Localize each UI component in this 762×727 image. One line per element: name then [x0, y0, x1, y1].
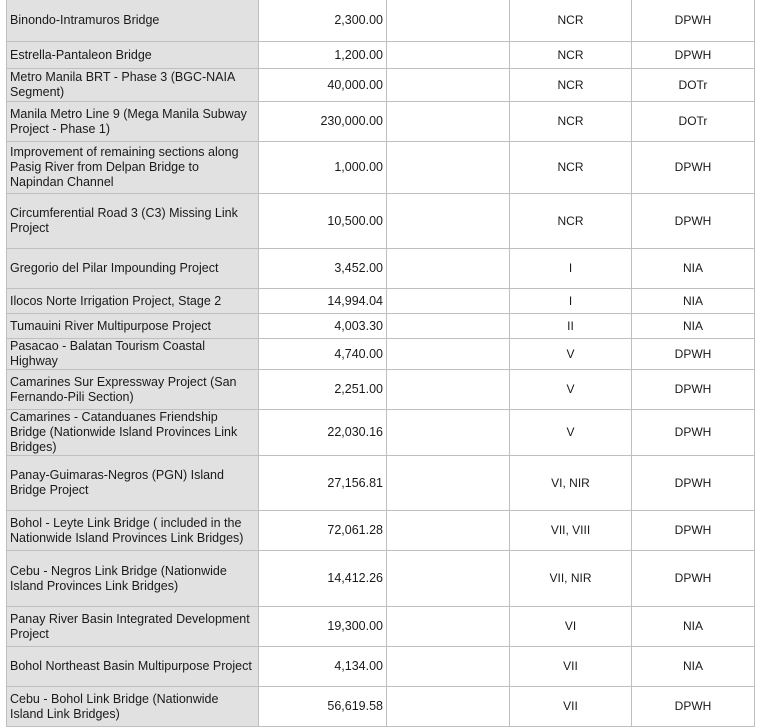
- table-row: [7, 142, 755, 194]
- blank-cell: [387, 314, 510, 339]
- table-row: [7, 69, 755, 102]
- project-agency: NIA: [632, 647, 755, 687]
- project-region: I: [510, 249, 632, 289]
- project-cost: 2,300.00: [259, 0, 387, 42]
- project-name: Tumauini River Multipurpose Project: [7, 314, 259, 339]
- table-row: [7, 511, 755, 551]
- project-cost: 14,412.26: [259, 551, 387, 607]
- project-cost: 10,500.00: [259, 194, 387, 249]
- project-name: Cebu - Bohol Link Bridge (Nationwide Island Link Bridges): [7, 687, 259, 727]
- blank-cell: [387, 42, 510, 69]
- project-agency: NIA: [632, 314, 755, 339]
- blank-cell: [387, 607, 510, 647]
- blank-cell: [387, 551, 510, 607]
- blank-cell: [387, 289, 510, 314]
- table-row: [7, 607, 755, 647]
- blank-cell: [387, 142, 510, 194]
- project-name: Improvement of remaining sections along Pasig River from Delpan Bridge to Napindan Channel: [7, 142, 259, 194]
- project-name: Ilocos Norte Irrigation Project, Stage 2: [7, 289, 259, 314]
- blank-cell: [387, 647, 510, 687]
- project-region: VII: [510, 647, 632, 687]
- project-region: NCR: [510, 69, 632, 102]
- project-name: Bohol - Leyte Link Bridge ( included in the Nationwide Island Provinces Link Bridges): [7, 511, 259, 551]
- project-cost: 1,000.00: [259, 142, 387, 194]
- table-row: [7, 314, 755, 339]
- project-cost: 56,619.58: [259, 687, 387, 727]
- blank-cell: [387, 370, 510, 410]
- project-region: V: [510, 410, 632, 456]
- table-row: [7, 42, 755, 69]
- project-region: VI, NIR: [510, 456, 632, 511]
- table-row: [7, 289, 755, 314]
- project-cost: 4,003.30: [259, 314, 387, 339]
- project-region: NCR: [510, 42, 632, 69]
- project-name: Metro Manila BRT - Phase 3 (BGC-NAIA Segment): [7, 69, 259, 102]
- project-agency: DPWH: [632, 142, 755, 194]
- project-name: Binondo-Intramuros Bridge: [7, 0, 259, 42]
- table-row: [7, 0, 755, 42]
- project-region: VII, NIR: [510, 551, 632, 607]
- table-row: [7, 102, 755, 142]
- project-region: NCR: [510, 0, 632, 42]
- project-name: Panay River Basin Integrated Development Project: [7, 607, 259, 647]
- project-cost: 230,000.00: [259, 102, 387, 142]
- project-cost: 4,740.00: [259, 339, 387, 370]
- project-name: Bohol Northeast Basin Multipurpose Project: [7, 647, 259, 687]
- blank-cell: [387, 194, 510, 249]
- project-region: V: [510, 339, 632, 370]
- blank-cell: [387, 249, 510, 289]
- blank-cell: [387, 456, 510, 511]
- project-name: Estrella-Pantaleon Bridge: [7, 42, 259, 69]
- table-row: [7, 249, 755, 289]
- table-row: [7, 456, 755, 511]
- project-region: VI: [510, 607, 632, 647]
- table-row: [7, 370, 755, 410]
- blank-cell: [387, 102, 510, 142]
- table-row: [7, 647, 755, 687]
- blank-cell: [387, 687, 510, 727]
- table-row: [7, 551, 755, 607]
- project-region: NCR: [510, 102, 632, 142]
- project-name: Manila Metro Line 9 (Mega Manila Subway Project - Phase 1): [7, 102, 259, 142]
- blank-cell: [387, 511, 510, 551]
- project-name: Camarines Sur Expressway Project (San Fernando-Pili Section): [7, 370, 259, 410]
- project-cost: 22,030.16: [259, 410, 387, 456]
- project-region: II: [510, 314, 632, 339]
- project-region: I: [510, 289, 632, 314]
- project-name: Cebu - Negros Link Bridge (Nationwide Island Provinces Link Bridges): [7, 551, 259, 607]
- project-agency: DPWH: [632, 410, 755, 456]
- project-agency: DPWH: [632, 551, 755, 607]
- project-cost: 72,061.28: [259, 511, 387, 551]
- project-cost: 1,200.00: [259, 42, 387, 69]
- project-agency: DPWH: [632, 687, 755, 727]
- blank-cell: [387, 410, 510, 456]
- project-cost: 27,156.81: [259, 456, 387, 511]
- project-agency: DOTr: [632, 69, 755, 102]
- project-region: VII, VIII: [510, 511, 632, 551]
- project-name: Panay-Guimaras-Negros (PGN) Island Bridge Project: [7, 456, 259, 511]
- projects-table: [6, 0, 755, 727]
- project-cost: 4,134.00: [259, 647, 387, 687]
- project-agency: DPWH: [632, 456, 755, 511]
- table-row: [7, 687, 755, 727]
- project-agency: DPWH: [632, 194, 755, 249]
- project-agency: DPWH: [632, 42, 755, 69]
- project-region: NCR: [510, 194, 632, 249]
- project-agency: DPWH: [632, 339, 755, 370]
- project-agency: NIA: [632, 607, 755, 647]
- blank-cell: [387, 0, 510, 42]
- blank-cell: [387, 69, 510, 102]
- project-region: VII: [510, 687, 632, 727]
- blank-cell: [387, 339, 510, 370]
- project-name: Gregorio del Pilar Impounding Project: [7, 249, 259, 289]
- table-row: [7, 339, 755, 370]
- project-cost: 14,994.04: [259, 289, 387, 314]
- project-agency: DOTr: [632, 102, 755, 142]
- table-row: [7, 194, 755, 249]
- project-cost: 2,251.00: [259, 370, 387, 410]
- project-agency: DPWH: [632, 370, 755, 410]
- project-name: Camarines - Catanduanes Friendship Bridge (Nationwide Island Provinces Link Bridges): [7, 410, 259, 456]
- project-cost: 19,300.00: [259, 607, 387, 647]
- project-cost: 3,452.00: [259, 249, 387, 289]
- project-agency: NIA: [632, 249, 755, 289]
- table-row: [7, 410, 755, 456]
- project-agency: DPWH: [632, 0, 755, 42]
- project-agency: DPWH: [632, 511, 755, 551]
- project-agency: NIA: [632, 289, 755, 314]
- project-name: Circumferential Road 3 (C3) Missing Link Project: [7, 194, 259, 249]
- project-region: NCR: [510, 142, 632, 194]
- project-cost: 40,000.00: [259, 69, 387, 102]
- project-region: V: [510, 370, 632, 410]
- project-name: Pasacao - Balatan Tourism Coastal Highway: [7, 339, 259, 370]
